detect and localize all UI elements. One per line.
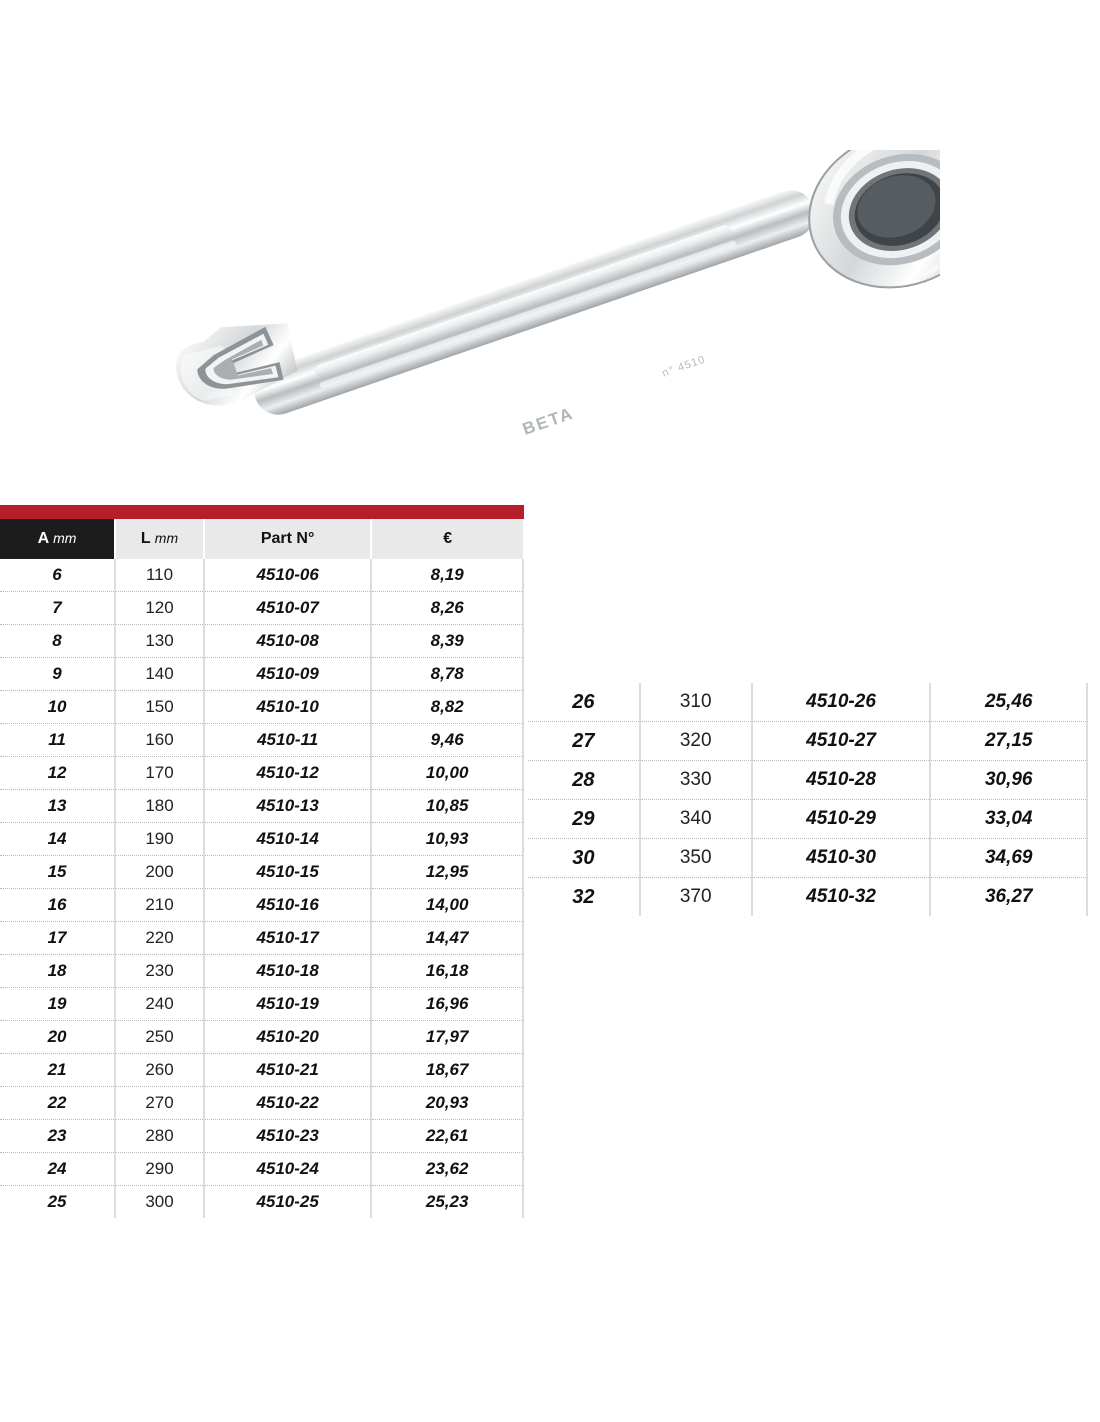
cell-size: 30 bbox=[528, 839, 640, 878]
cell-length: 290 bbox=[115, 1153, 204, 1186]
cell-part-number: 4510-29 bbox=[752, 800, 931, 839]
table-row bbox=[0, 559, 523, 592]
cell-price: 8,78 bbox=[371, 658, 523, 691]
cell-price: 27,15 bbox=[930, 722, 1087, 761]
cell-part-number: 4510-23 bbox=[204, 1120, 371, 1153]
cell-size: 6 bbox=[0, 559, 115, 592]
cell-part-number: 4510-09 bbox=[204, 658, 371, 691]
cell-price: 23,62 bbox=[371, 1153, 523, 1186]
product-image bbox=[0, 0, 1100, 490]
cell-length: 160 bbox=[115, 724, 204, 757]
cell-size: 28 bbox=[528, 761, 640, 800]
cell-price: 17,97 bbox=[371, 1021, 523, 1054]
cell-size: 26 bbox=[528, 683, 640, 722]
cell-length: 260 bbox=[115, 1054, 204, 1087]
cell-part-number: 4510-13 bbox=[204, 790, 371, 823]
table-row bbox=[0, 856, 523, 889]
cell-size: 25 bbox=[47, 1192, 67, 1211]
cell-price: 30,96 bbox=[930, 761, 1087, 800]
table-row bbox=[0, 592, 523, 625]
cell-length: 140 bbox=[115, 658, 204, 691]
header-price: € bbox=[371, 519, 523, 559]
cell-size: 18 bbox=[0, 955, 115, 988]
table-row bbox=[0, 658, 523, 691]
cell-length: 300 bbox=[115, 1186, 204, 1219]
spec-table-left-block bbox=[0, 505, 524, 1218]
table-row bbox=[0, 988, 523, 1021]
cell-length: 190 bbox=[115, 823, 204, 856]
table-row bbox=[0, 889, 523, 922]
cell-part-number: 4510-12 bbox=[204, 757, 371, 790]
cell-part-number: 4510-30 bbox=[752, 839, 931, 878]
cell-part-number: 4510-26 bbox=[752, 683, 931, 722]
table-row bbox=[0, 757, 523, 790]
table-row bbox=[528, 800, 1087, 839]
cell-size: 27 bbox=[528, 722, 640, 761]
cell-length: 200 bbox=[115, 856, 204, 889]
cell-part-number: 4510-20 bbox=[204, 1021, 371, 1054]
cell-price: 14,47 bbox=[371, 922, 523, 955]
cell-part-number: 4510-22 bbox=[204, 1087, 371, 1120]
cell-size: 21 bbox=[0, 1054, 115, 1087]
cell-price: 36,27 bbox=[930, 878, 1087, 917]
table-row bbox=[528, 683, 1087, 722]
cell-length: 280 bbox=[115, 1120, 204, 1153]
table-row bbox=[0, 1120, 523, 1153]
cell-size: 10 bbox=[0, 691, 115, 724]
cell-price: 16,96 bbox=[371, 988, 523, 1021]
table-row bbox=[528, 878, 1087, 917]
cell-size: 32 bbox=[572, 885, 595, 908]
cell-part-number: 4510-16 bbox=[204, 889, 371, 922]
table-row bbox=[528, 761, 1087, 800]
cell-part-number: 4510-27 bbox=[752, 722, 931, 761]
header-a: A mm bbox=[0, 519, 115, 559]
cell-part-number: 4510-21 bbox=[204, 1054, 371, 1087]
cell-price: 8,19 bbox=[371, 559, 523, 592]
code-engraving: n° 4510 bbox=[660, 353, 708, 380]
cell-length: 120 bbox=[115, 592, 204, 625]
table-header-row bbox=[0, 519, 523, 559]
cell-price: 33,04 bbox=[930, 800, 1087, 839]
table-row bbox=[0, 625, 523, 658]
cell-part-number: 4510-17 bbox=[204, 922, 371, 955]
cell-length: 180 bbox=[115, 790, 204, 823]
table-row bbox=[0, 691, 523, 724]
cell-size: 20 bbox=[0, 1021, 115, 1054]
cell-length: 110 bbox=[115, 559, 204, 592]
cell-size: 17 bbox=[0, 922, 115, 955]
table-row bbox=[528, 722, 1087, 761]
cell-price: 16,18 bbox=[371, 955, 523, 988]
cell-length: 310 bbox=[640, 683, 752, 722]
cell-length: 320 bbox=[640, 722, 752, 761]
cell-part-number: 4510-07 bbox=[204, 592, 371, 625]
cell-size: 7 bbox=[0, 592, 115, 625]
cell-length: 150 bbox=[115, 691, 204, 724]
cell-size: 16 bbox=[0, 889, 115, 922]
cell-length: 210 bbox=[115, 889, 204, 922]
table-row bbox=[0, 1153, 523, 1186]
combination-wrench-icon bbox=[120, 150, 940, 460]
cell-length: 230 bbox=[115, 955, 204, 988]
cell-part-number: 4510-10 bbox=[204, 691, 371, 724]
brand-engraving: BETA bbox=[520, 403, 577, 439]
cell-length: 270 bbox=[115, 1087, 204, 1120]
cell-size: 13 bbox=[0, 790, 115, 823]
cell-length: 240 bbox=[115, 988, 204, 1021]
table-row bbox=[0, 1054, 523, 1087]
table-row bbox=[0, 1021, 523, 1054]
cell-part-number: 4510-11 bbox=[204, 724, 371, 757]
cell-part-number: 4510-18 bbox=[204, 955, 371, 988]
cell-part-number: 4510-19 bbox=[204, 988, 371, 1021]
table-row bbox=[0, 1087, 523, 1120]
cell-price: 34,69 bbox=[930, 839, 1087, 878]
cell-length: 130 bbox=[115, 625, 204, 658]
cell-length: 330 bbox=[640, 761, 752, 800]
cell-length: 170 bbox=[115, 757, 204, 790]
cell-size: 12 bbox=[0, 757, 115, 790]
cell-size: 8 bbox=[0, 625, 115, 658]
cell-price: 25,23 bbox=[371, 1186, 523, 1219]
accent-bar bbox=[0, 505, 524, 519]
cell-price: 22,61 bbox=[371, 1120, 523, 1153]
cell-size: 14 bbox=[0, 823, 115, 856]
cell-size: 24 bbox=[0, 1153, 115, 1186]
cell-part-number: 4510-06 bbox=[204, 559, 371, 592]
cell-price: 14,00 bbox=[371, 889, 523, 922]
table-row bbox=[0, 1186, 523, 1219]
cell-part-number: 4510-14 bbox=[204, 823, 371, 856]
cell-size: 9 bbox=[0, 658, 115, 691]
cell-size: 15 bbox=[0, 856, 115, 889]
cell-size: 11 bbox=[0, 724, 115, 757]
cell-length: 250 bbox=[115, 1021, 204, 1054]
cell-length: 370 bbox=[640, 878, 752, 917]
cell-part-number: 4510-28 bbox=[752, 761, 931, 800]
table-row bbox=[0, 823, 523, 856]
cell-size: 22 bbox=[0, 1087, 115, 1120]
cell-price: 8,82 bbox=[371, 691, 523, 724]
cell-length: 220 bbox=[115, 922, 204, 955]
header-l: L mm bbox=[115, 519, 204, 559]
cell-price: 9,46 bbox=[371, 724, 523, 757]
cell-length: 350 bbox=[640, 839, 752, 878]
spec-table-right bbox=[528, 683, 1088, 916]
cell-part-number: 4510-25 bbox=[204, 1186, 371, 1219]
cell-length: 340 bbox=[640, 800, 752, 839]
cell-price: 20,93 bbox=[371, 1087, 523, 1120]
cell-price: 8,26 bbox=[371, 592, 523, 625]
cell-size: 23 bbox=[0, 1120, 115, 1153]
cell-price: 18,67 bbox=[371, 1054, 523, 1087]
table-row bbox=[528, 839, 1087, 878]
cell-price: 25,46 bbox=[930, 683, 1087, 722]
header-part: Part N° bbox=[204, 519, 371, 559]
cell-size: 29 bbox=[528, 800, 640, 839]
table-row bbox=[0, 724, 523, 757]
cell-size: 19 bbox=[0, 988, 115, 1021]
spec-table-right-block bbox=[528, 683, 1088, 916]
spec-table-left bbox=[0, 519, 524, 1218]
cell-part-number: 4510-24 bbox=[204, 1153, 371, 1186]
cell-part-number: 4510-15 bbox=[204, 856, 371, 889]
cell-part-number: 4510-32 bbox=[752, 878, 931, 917]
table-row bbox=[0, 955, 523, 988]
cell-price: 10,85 bbox=[371, 790, 523, 823]
cell-price: 10,93 bbox=[371, 823, 523, 856]
cell-price: 8,39 bbox=[371, 625, 523, 658]
cell-price: 12,95 bbox=[371, 856, 523, 889]
table-row bbox=[0, 790, 523, 823]
cell-part-number: 4510-08 bbox=[204, 625, 371, 658]
cell-price: 10,00 bbox=[371, 757, 523, 790]
table-row bbox=[0, 922, 523, 955]
